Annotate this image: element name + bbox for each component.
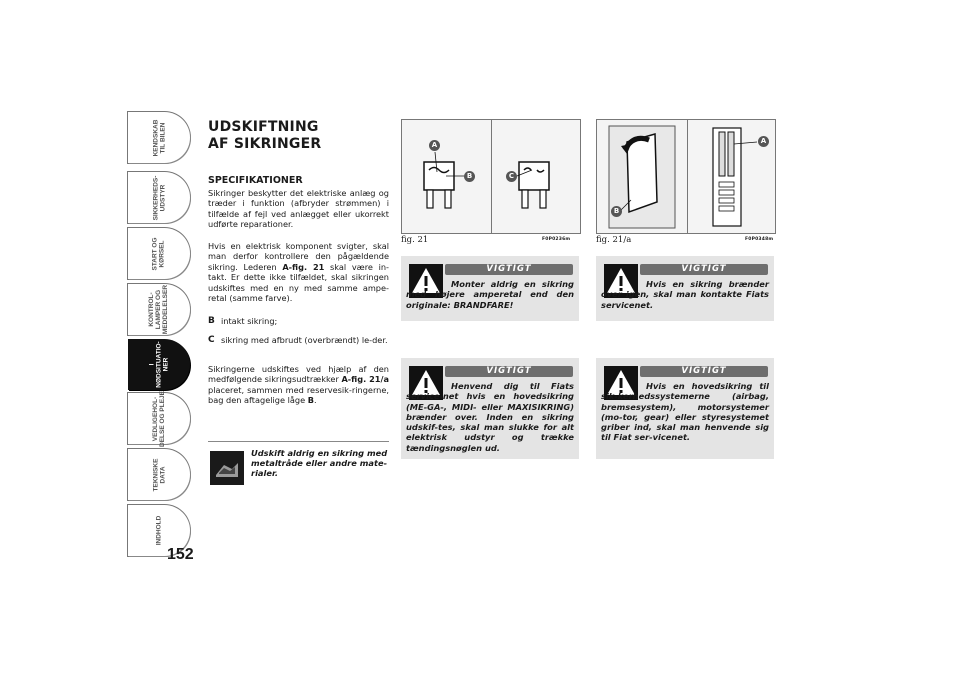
fig-21a-image: [596, 119, 776, 234]
paragraph-2: [208, 241, 389, 303]
paragraph-2-text-a: Hvis en elektrisk komponent svigter, skal man derfor kontrollere den pågældende sikring. Lederen: [208, 241, 389, 272]
paragraph-3: [208, 364, 389, 406]
warning-box-2: [596, 256, 774, 321]
warning-3-header: VIGTIGT: [445, 366, 573, 377]
warning-box-3: [401, 358, 579, 459]
warning-2-text: Hvis en sikring brænder over igen, skal man kontakte Fiats servicenet.: [601, 279, 769, 310]
door-reference: B: [307, 395, 315, 406]
title-line-2: AF SIKRINGER: [208, 136, 322, 152]
page-title: [208, 119, 388, 153]
fig-21a-code: F0P0348m: [745, 237, 774, 242]
page-number: 152: [167, 546, 194, 563]
fig-21-reference: A-fig. 21: [282, 261, 325, 272]
chapter-tab-label: TEKNISKE DATA: [152, 458, 166, 491]
section-subtitle: SPECIFIKATIONER: [208, 175, 303, 186]
paragraph-3-text-a: Sikringerne udskiftes ved hjælp af den medfølgende sikringsudtrækker: [208, 364, 389, 385]
note-text: Udskift aldrig en sikring med metaltråde eller andre mate-rialer.: [251, 448, 388, 479]
fig-21-label-b: B: [464, 171, 475, 182]
paragraph-3-text-c: .: [314, 395, 317, 406]
chapter-tab-label: KENDSKAB TIL BILEN: [152, 119, 166, 156]
fig-21-label-c: C: [506, 171, 517, 182]
list-key-c: C: [208, 335, 215, 345]
fig-21a-label-a: A: [758, 136, 769, 147]
chapter-tab-label: SIKKERHEDS- UDSTYR: [151, 175, 166, 220]
warning-4-header: VIGTIGT: [640, 366, 768, 377]
list-text-b: intakt sikring;: [221, 316, 278, 326]
fig-21a-caption: fig. 21/a: [596, 235, 632, 245]
fig-21-image: [401, 119, 581, 234]
chapter-tab-label: I NØDSITUATIO- NER: [148, 341, 170, 388]
fig-21a-label-b: B: [611, 206, 622, 217]
paragraph-2-text-b: skal være in-takt. Er dette ikke tilfældet, skal sikringen udskiftes med en ny med samme ampe-retal (samme farve).: [208, 261, 389, 304]
list-item-b: [208, 316, 389, 327]
paragraph-1: Sikringer beskytter det elektriske anlæg og træder i funktion (afbryder strømmen) i tilfælde af fejl ved anlægget eller ukorrekt udførte reparationer.: [208, 188, 389, 230]
chapter-tab-label: KONTROL- LAMPER OG MEDDELELSER: [148, 284, 170, 335]
fig-21-code: F0P0236m: [542, 237, 571, 242]
warning-box-4: [596, 358, 774, 459]
fig-21-label-a: A: [429, 140, 440, 151]
fig-21-caption: fig. 21: [401, 235, 429, 245]
chapter-tab-2[interactable]: [128, 172, 190, 223]
chapter-tab-1[interactable]: [128, 112, 190, 163]
title-line-1: UDSKIFTNING: [208, 119, 319, 135]
chapter-tab-label: VEDLIGEHOL- DELSE OG PLEJE: [152, 390, 166, 447]
fig-21a-reference: A-fig. 21/a: [341, 374, 389, 385]
list-text-c: sikring med afbrudt (overbrændt) le-der.: [221, 335, 388, 345]
chapter-tab-4[interactable]: [128, 284, 190, 335]
note-divider: [208, 441, 389, 442]
chapter-tab-label: START OG KØRSEL: [151, 236, 166, 271]
warning-1-header: VIGTIGT: [445, 264, 573, 275]
paragraph-3-text-b: placeret, sammen med reservesik-ringerne, bag den aftagelige låge: [208, 384, 389, 406]
warning-1-text: Monter aldrig en sikring med højere amperetal end den originale: BRANDFARE!: [406, 279, 574, 310]
chapter-tab-7[interactable]: [128, 449, 190, 500]
note-icon: [210, 451, 244, 485]
fuse-box-illustration: [597, 120, 775, 233]
warning-box-1: [401, 256, 579, 321]
chapter-tab-6[interactable]: [128, 390, 190, 447]
fuse-illustration: [402, 120, 580, 233]
warning-3-text: Henvend dig til Fiats service-net hvis en hovedsikring (ME-GA-, MIDI- eller MAXISIKRING) brænder over. Inden en sikring udskif-tes, skal man slukke for alt elektrisk udstyr og trække tændingsnøglen ud.: [406, 381, 574, 453]
chapter-tab-3[interactable]: [128, 228, 190, 279]
chapter-tab-5[interactable]: [128, 339, 190, 390]
warning-4-text: Hvis en hovedsikring til sik-kerhedssystemerne (airbag, bremsesystem), motorsystemer (mo-tor, gear) eller styresystemet griber ind, skal man henvende sig til Fiat ser-vicenet.: [601, 381, 769, 443]
list-item-c: [208, 335, 389, 357]
list-key-b: B: [208, 316, 215, 326]
warning-2-header: VIGTIGT: [640, 264, 768, 275]
chapter-tab-label: INDHOLD: [155, 515, 163, 546]
